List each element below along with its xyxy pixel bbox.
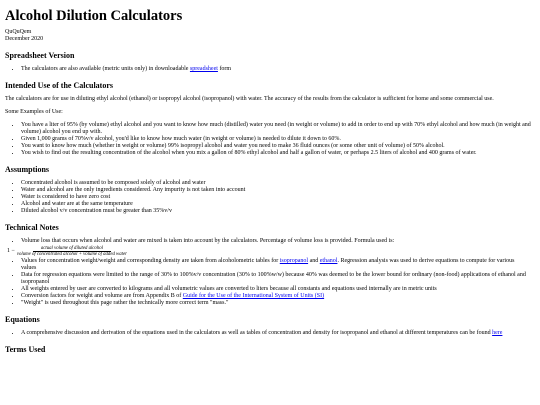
assumptions-list <box>5 180 531 215</box>
list-item: • Given 1,000 grams of 70%v/v alcohol, you'd like to know how much water (in weight or volume) is needed to dilute it down to 60%. <box>21 136 531 143</box>
examples-list <box>5 122 531 157</box>
si-guide-link[interactable]: Guide for the Use of the International System of Units (SI) <box>182 293 325 299</box>
equations-link[interactable]: here <box>492 330 503 336</box>
list-item: • You have a liter of 95% (by volume) ethyl alcohol and you want to know how much (distilled) water you need (in weight or volume) to add in order to end up with 70% ethyl alcohol and how much (in weight and volume) alcohol you end up with. <box>21 122 531 136</box>
list-item-volume-loss <box>7 238 531 257</box>
volume-loss-formula <box>7 246 531 257</box>
spreadsheet-list <box>5 66 531 73</box>
conversion-text: Conversion factors for weight and volume are from Appendix B of <box>21 293 183 299</box>
formula-one: 1 − <box>7 248 15 254</box>
list-item-converted: • All weights entered by user are converted to kilograms and all volumetric values are converted to liters because all constants and equations used internally are in metric units <box>21 286 531 293</box>
equations-item <box>21 330 531 337</box>
isopropanol-link[interactable]: isopropanol <box>279 258 309 264</box>
list-item: • You want to know how much (whether in weight or volume) 99% isopropyl alcohol and water you need to make 36 fluid ounces (or some other unit of volume) of 50% alcohol. <box>21 143 531 150</box>
values-text-end: . Regression analysis was used to derive equations to compute for various values <box>21 258 515 271</box>
formula-numerator: actual volume of diluted alcohol <box>33 246 111 252</box>
technical-notes-heading: Technical Notes <box>5 223 59 232</box>
assumptions-heading: Assumptions <box>5 165 50 174</box>
examples-label: Some Examples of Use: <box>5 109 63 115</box>
equations-heading: Equations <box>5 315 40 324</box>
list-item: • You wish to find out the resulting concentration of the alcohol when you mix a gallon of 80% ethyl alcohol and half a gallon of water, or perhaps 2.5 liters of alcohol and 400 grams of water. <box>21 150 531 157</box>
equations-list <box>5 330 531 337</box>
list-item-regression: • Data for regression equations were limited to the range of 30% to 100%v/v concentration (30% to 100%w/w) because 40% was deemed to be the lower bound for ordinary (non-food) applications of ethanol and isopropanol <box>21 272 531 286</box>
spreadsheet-text: The calculators are also available (metric units only) in downloadable <box>21 66 190 72</box>
page-title: Alcohol Dilution Calculators <box>5 8 183 24</box>
list-item: • Water is considered to have zero cost <box>21 194 531 201</box>
list-item: • Water and alcohol are the only ingredients considered. Any impurity is not taken into account <box>21 187 531 194</box>
values-and: and <box>308 258 320 264</box>
formula-denominator: volume of concentrated alcohol + volume of added water <box>16 252 127 257</box>
technical-notes-list <box>5 238 531 307</box>
ethanol-link[interactable]: ethanol <box>319 258 338 264</box>
list-item-conversion <box>21 293 531 300</box>
list-item: • Concentrated alcohol is assumed to be composed solely of alcohol and water <box>21 180 531 187</box>
terms-heading: Terms Used <box>5 345 46 354</box>
list-item: • Diluted alcohol v/v concentration must be greater than 35%v/v <box>21 208 531 215</box>
spreadsheet-link[interactable]: spreadsheet <box>189 66 218 72</box>
volume-loss-text: Volume loss that occurs when alcohol and water are mixed is taken into account by the calculators. Percentage of volume loss is provided. Formula used is: <box>21 238 395 244</box>
list-item-weight-note: • "Weight" is used throughout this page rather the technically more correct term "mass." <box>21 300 531 307</box>
date: December 2020 <box>5 36 44 42</box>
formula-fraction <box>17 246 127 257</box>
spreadsheet-item <box>21 66 531 73</box>
equations-text: A comprehensive discussion and derivation of the equations used in the calculators as well as tables of concentration and density for isopropanol and ethanol at different temperatures can be found <box>21 330 493 336</box>
spreadsheet-text-end: form <box>217 66 232 72</box>
list-item: • Alcohol and water are at the same temperature <box>21 201 531 208</box>
spreadsheet-heading: Spreadsheet Version <box>5 51 75 60</box>
intended-use-paragraph: The calculators are for use in diluting ethyl alcohol (ethanol) or isopropyl alcohol (isopropanol) with water. The accuracy of the results from the calculator is sufficient for home and some commercial use. <box>5 96 494 102</box>
values-text: Values for concentration weight/weight and corresponding density are taken from alcoholometric tables for <box>21 258 280 264</box>
intended-use-heading: Intended Use of the Calculators <box>5 81 113 90</box>
author: QuQuQem <box>5 29 32 35</box>
list-item-values <box>21 258 531 272</box>
